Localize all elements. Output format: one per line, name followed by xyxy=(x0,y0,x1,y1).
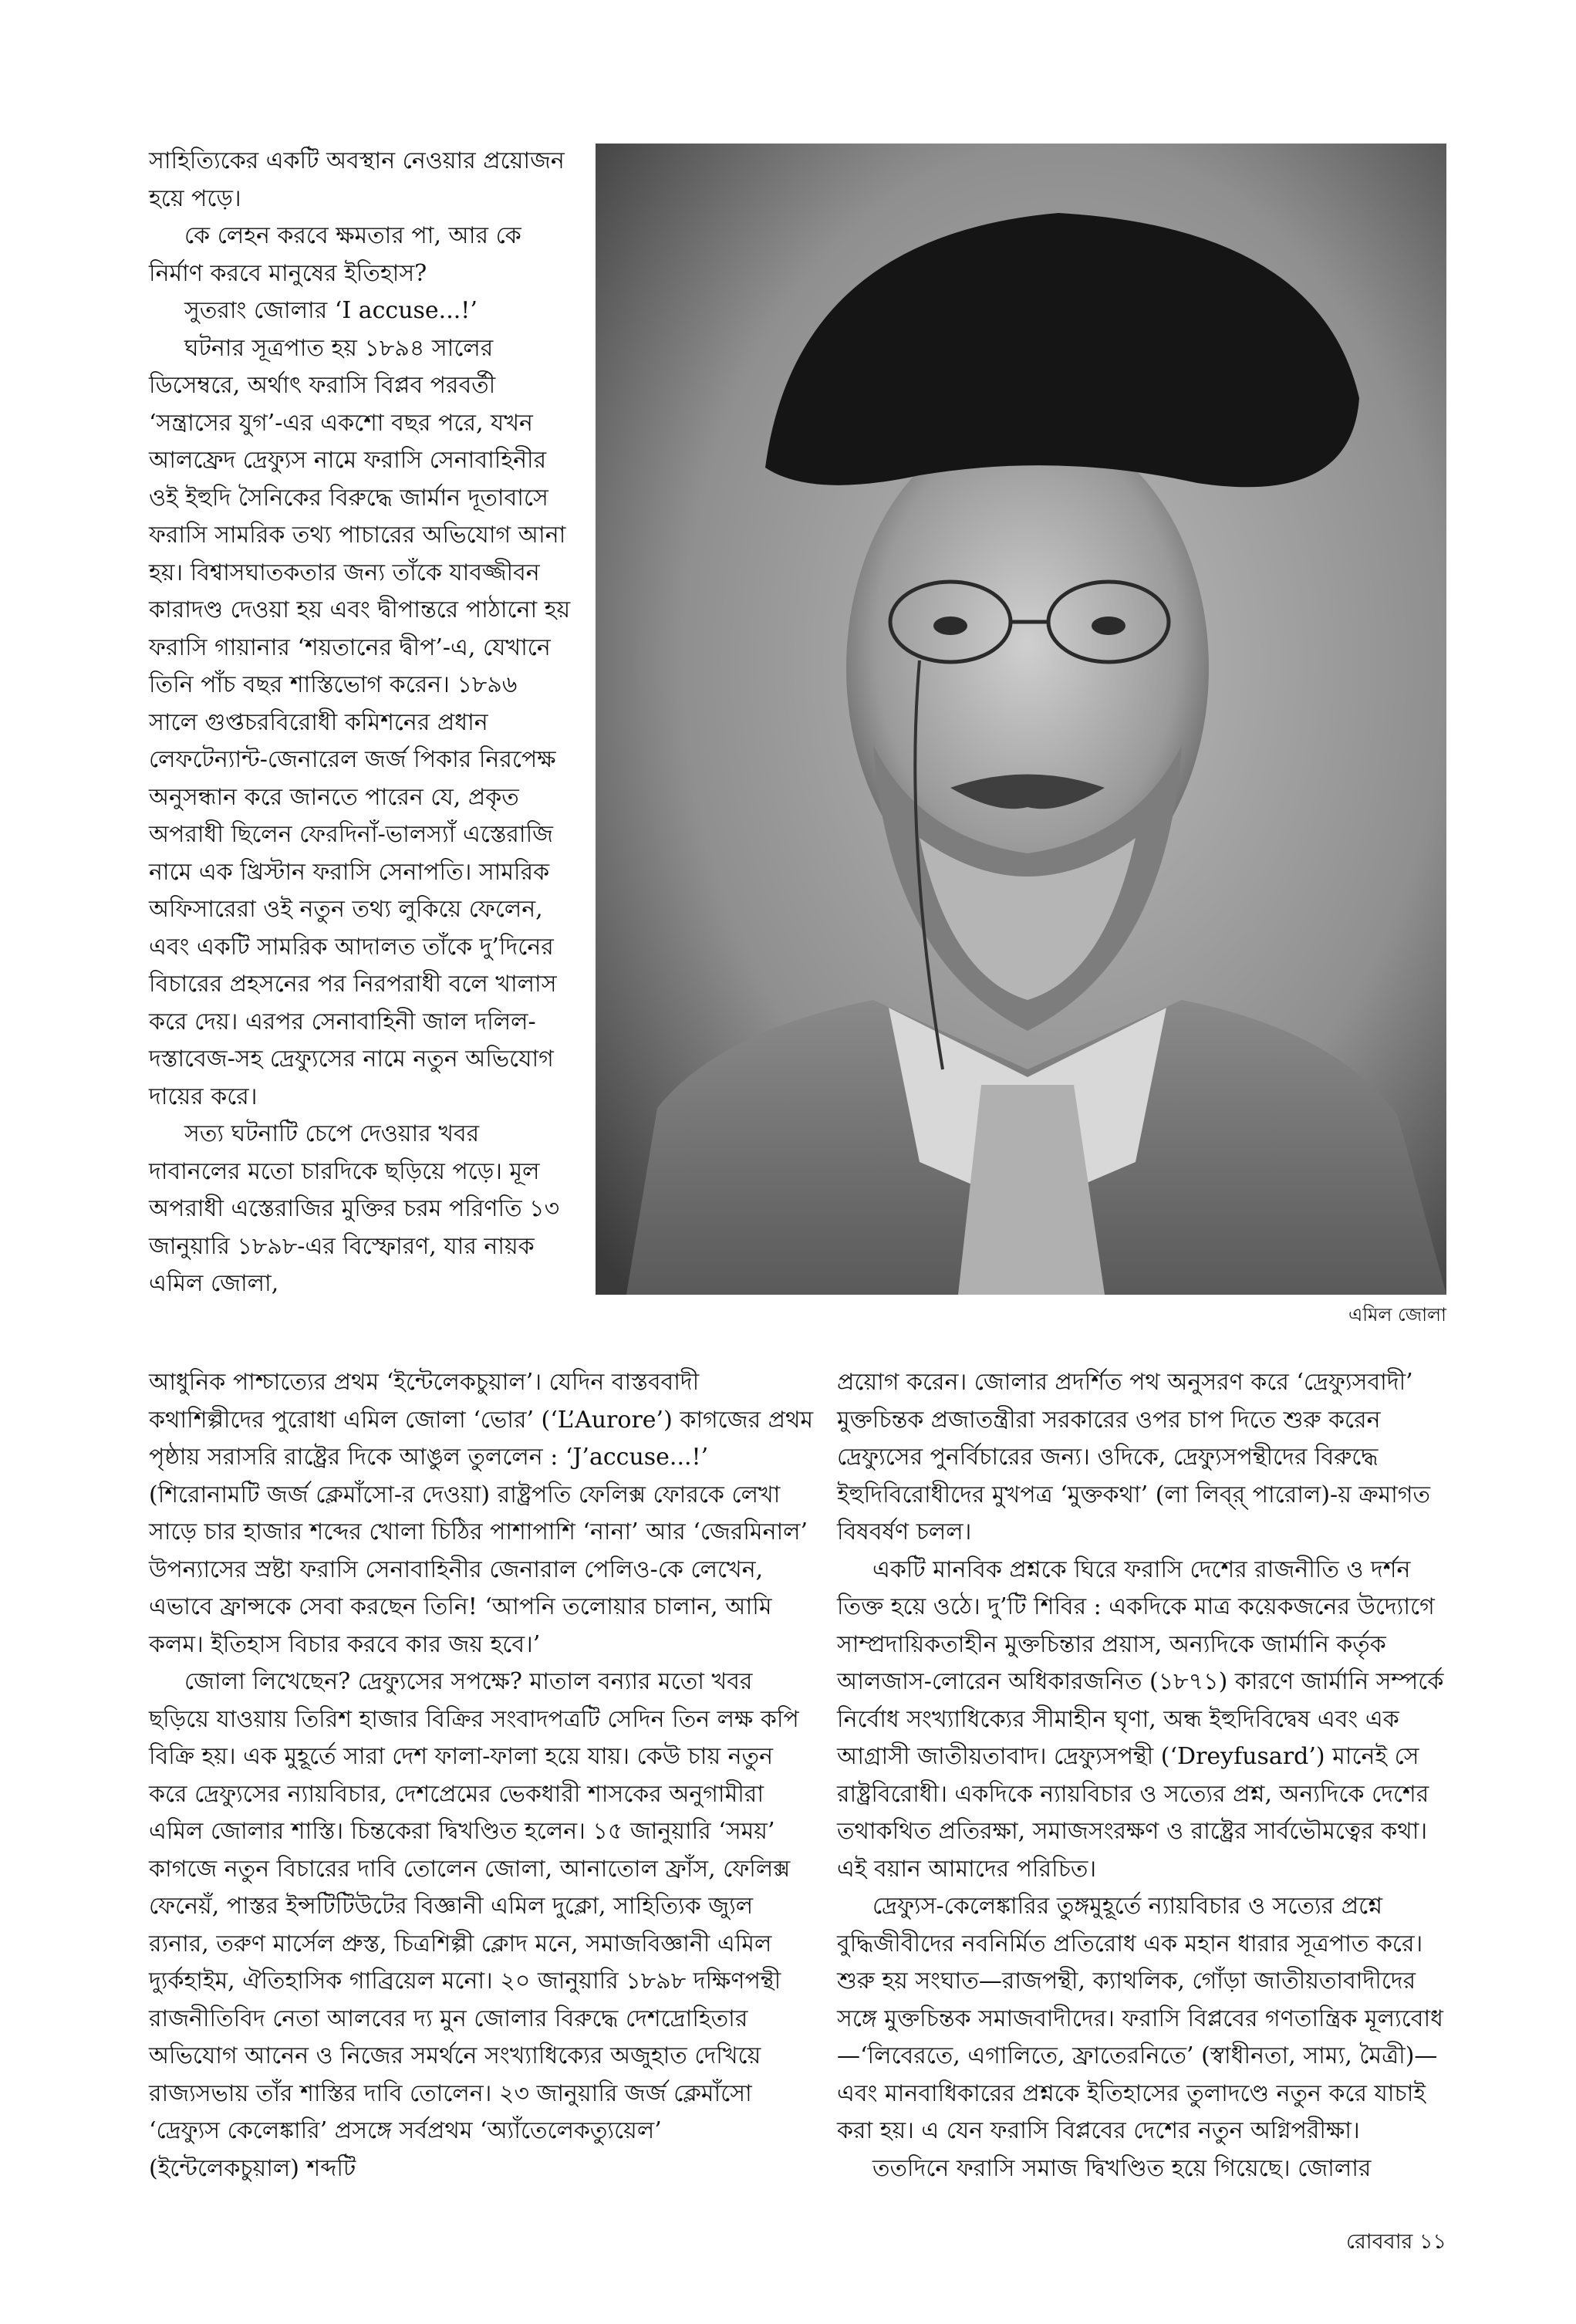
page-folio: রোববার ১১ xyxy=(1346,2230,1446,2254)
left-text-column xyxy=(149,143,572,1303)
portrait-image xyxy=(596,144,1446,1295)
paragraph: ততদিনে ফরাসি সমাজ দ্বিখণ্ডিত হয়ে গিয়েছে। জোলার xyxy=(872,2154,1372,2182)
paragraph: ঘটনার সূত্রপাত হয় ১৮৯৪ সালের ডিসেম্বরে, অর্থাৎ ফরাসি বিপ্লব পরবর্তী ‘সন্ত্রাসের যুগ’-এর একশো বছর পরে, যখন আলফ্রেদ দ্রেফ্যুস নামে ফরাসি সেনাবাহিনীর ওই ইহুদি সৈনিকের বিরুদ্ধে জার্মান দূতাবাসে ফরাসি সামরিক তথ্য পাচারের অভিযোগ আনা হয়। বিশ্বাসঘাতকতার জন্য তাঁকে যাবজ্জীবন কারাদণ্ড দেওয়া হয় এবং দ্বীপান্তরে পাঠানো হয় ফরাসি গায়ানার ‘শয়তানের দ্বীপ’-এ, যেখানে তিনি পাঁচ বছর শাস্তিভোগ করেন। ১৮৯৬ সালে গুপ্তচরবিরোধী কমিশনের প্রধান লেফটেন্যান্ট-জেনারেল জর্জ পিকার নিরপেক্ষ অনুসন্ধান করে জানতে পারেন যে, প্রকৃত অপরাধী ছিলেন ফেরদিনাঁ-ভালস্যাঁ এস্তেরাজি নামে এক খ্রিস্টান ফরাসি সেনাপতি। সামরিক অফিসারেরা ওই নতুন তথ্য লুকিয়ে ফেলেন, এবং একটি সামরিক আদালত তাঁকে দু’দিনের বিচারের প্রহসনের পর নিরপরাধী বলে খালাস করে দেয়। এরপর সেনাবাহিনী জাল দলিল-দস্তাবেজ-সহ দ্রেফ্যুসের নামে নতুন অভিযোগ দায়ের করে। xyxy=(149,334,571,1110)
paragraph: সত্য ঘটনাটি চেপে দেওয়ার খবর দাবানলের মতো চারদিকে ছড়িয়ে পড়ে। মূল অপরাধী এস্তেরাজির মুক্তির চরম পরিণতি ১৩ জানুয়ারি ১৮৯৮-এর বিস্ফোরণ, যার নায়ক এমিল জোলা, xyxy=(149,1120,560,1297)
photo-caption: এমিল জোলা xyxy=(1348,1304,1446,1326)
paragraph: জোলা লিখেছেন? দ্রেফ্যুসের সপক্ষে? মাতাল বন্যার মতো খবর ছড়িয়ে যাওয়ায় তিরিশ হাজার বিক্রির সংবাদপত্রটি সেদিন তিন লক্ষ কপি বিক্রি হয়। এক মুহূর্তে সারা দেশ ফালা-ফালা হয়ে যায়। কেউ চায় নতুন করে দ্রেফ্যুসের ন্যায়বিচার, দেশপ্রেমের ভেকধারী শাসকের অনুগামীরা এমিল জোলার শাস্তি। চিন্তকেরা দ্বিখণ্ডিত হলেন। ১৫ জানুয়ারি ‘সময়’ কাগজে নতুন বিচারের দাবি তোলেন জোলা, আনাতোল ফ্রাঁস, ফেলিক্স ফেনেয়ঁ, পাস্তর ইন্সটিটিউটের বিজ্ঞানী এমিল দুক্লো, সাহিত্যিক জ্যুল র‍্যনার, তরুণ মার্সেল প্রুস্ত, চিত্রশিল্পী ক্লোদ মনে, সমাজবিজ্ঞানী এমিল দ্যুর্কহাইম, ঐতিহাসিক গাব্রিয়েল মনো। ২০ জানুয়ারি ১৮৯৮ দক্ষিণপন্থী রাজনীতিবিদ নেতা আলবের দ্য মুন জোলার বিরুদ্ধে দেশদ্রোহিতার অভিযোগ আনেন ও নিজের সমর্থনে সংখ্যাধিক্যের অজুহাত দেখিয়ে রাজ্যসভায় তাঁর শাস্তির দাবি তোলেন। ২৩ জানুয়ারি জর্জ ক্লেমাঁসো ‘দ্রেফ্যুস কেলেঙ্কারি’ প্রসঙ্গে সর্বপ্রথম ‘অ্যাঁতেলেকত্যুয়েল’ (ইন্টেলেকচুয়াল) শব্দটি xyxy=(149,1668,799,2182)
wide-text-column xyxy=(149,1364,816,2187)
paragraph: সাহিত্যিকের একটি অবস্থান নেওয়ার প্রয়োজন হয়ে পড়ে। xyxy=(149,147,565,212)
paragraph: আধুনিক পাশ্চাত্যের প্রথম ‘ইন্টেলেকচুয়াল’। যেদিন বাস্তববাদী কথাশিল্পীদের পুরোধা এমিল জোলা ‘ভোর’ (‘L’Aurore’) কাগজের প্রথম পৃষ্ঠায় সরাসরি রাষ্ট্রের দিকে আঙুল তুললেন : ‘J’accuse...!’ (শিরোনামটি জর্জ ক্লেমাঁসো-র দেওয়া) রাষ্ট্রপতি ফেলিক্স ফোরকে লেখা সাড়ে চার হাজার শব্দের খোলা চিঠির পাশাপাশি ‘নানা’ আর ‘জেরমিনাল’ উপন্যাসের স্রষ্টা ফরাসি সেনাবাহিনীর জেনারাল পেলিও-কে লেখেন, এভাবে ফ্রান্সকে সেবা করছেন তিনি! ‘আপনি তলোয়ার চালান, আমি কলম। ইতিহাস বিচার করবে কার জয় হবে।’ xyxy=(149,1369,814,1658)
paragraph: প্রয়োগ করেন। জোলার প্রদর্শিত পথ অনুসরণ করে ‘দ্রেফ্যুসবাদী’ মুক্তচিন্তক প্রজাতন্ত্রীরা সরকারের ওপর চাপ দিতে শুরু করেন দ্রেফ্যুসের পুনর্বিচারের জন্য। ওদিকে, দ্রেফ্যুসপন্থীদের বিরুদ্ধে ইহুদিবিরোধীদের মুখপত্র ‘মুক্তকথা’ (লা লিব্‌র্ পারোল)-য় ক্রমাগত বিষবর্ষণ চলল। xyxy=(837,1369,1431,1545)
paragraph: কে লেহন করবে ক্ষমতার পা, আর কে নির্মাণ করবে মানুষের ইতিহাস? xyxy=(149,222,521,287)
paragraph: একটি মানবিক প্রশ্নকে ঘিরে ফরাসি দেশের রাজনীতি ও দর্শন তিক্ত হয়ে ওঠে। দু’টি শিবির : একদিকে মাত্র কয়েকজনের উদ্যোগে সাম্প্রদায়িকতাহীন মুক্তচিন্তার প্রয়াস, অন্যদিকে জার্মানি কর্তৃক আলজাস-লোরেন অধিকারজনিত (১৮৭১) কারণে জার্মানি সম্পর্কে নির্বোধ সংখ্যাধিক্যের সীমাহীন ঘৃণা, অন্ধ ইহুদিবিদ্বেষ এবং এক আগ্রাসী জাতীয়তাবাদ। দ্রেফ্যুসপন্থী (‘Dreyfusard’) মানেই সে রাষ্ট্রবিরোধী। একদিকে ন্যায়বিচার ও সত্যের প্রশ্ন, অন্যদিকে দেশের তথাকথিত প্রতিরক্ষা, সমাজসংরক্ষণ ও রাষ্ট্রের সার্বভৌমত্বের কথা। এই বয়ান আমাদের পরিচিত। xyxy=(837,1556,1444,1883)
right-text-column xyxy=(837,1364,1446,2187)
paragraph: সুতরাং জোলার ‘I accuse...!’ xyxy=(184,297,478,324)
portrait-photo xyxy=(596,144,1446,1295)
paragraph: দ্রেফ্যুস-কেলেঙ্কারির তুঙ্গমুহূর্তে ন্যায়বিচার ও সত্যের প্রশ্নে বুদ্ধিজীবীদের নবনির্মিত প্রতিরোধ এক মহান ধারার সূত্রপাত করে। শুরু হয় সংঘাত—রাজপন্থী, ক্যাথলিক, গোঁড়া জাতীয়তাবাদীদের সঙ্গে মুক্তচিন্তক সমাজবাদীদের। ফরাসি বিপ্লবের গণতান্ত্রিক মূল্যবোধ—‘লিবেরতে, এগালিতে, ফ্রাতেরনিতে’ (স্বাধীনতা, সাম্য, মৈত্রী)—এবং মানবাধিকারের প্রশ্নকে ইতিহাসের তুলাদণ্ডে নতুন করে যাচাই করা হয়। এ যেন ফরাসি বিপ্লবের দেশের নতুন অগ্নিপরীক্ষা। xyxy=(837,1893,1443,2144)
